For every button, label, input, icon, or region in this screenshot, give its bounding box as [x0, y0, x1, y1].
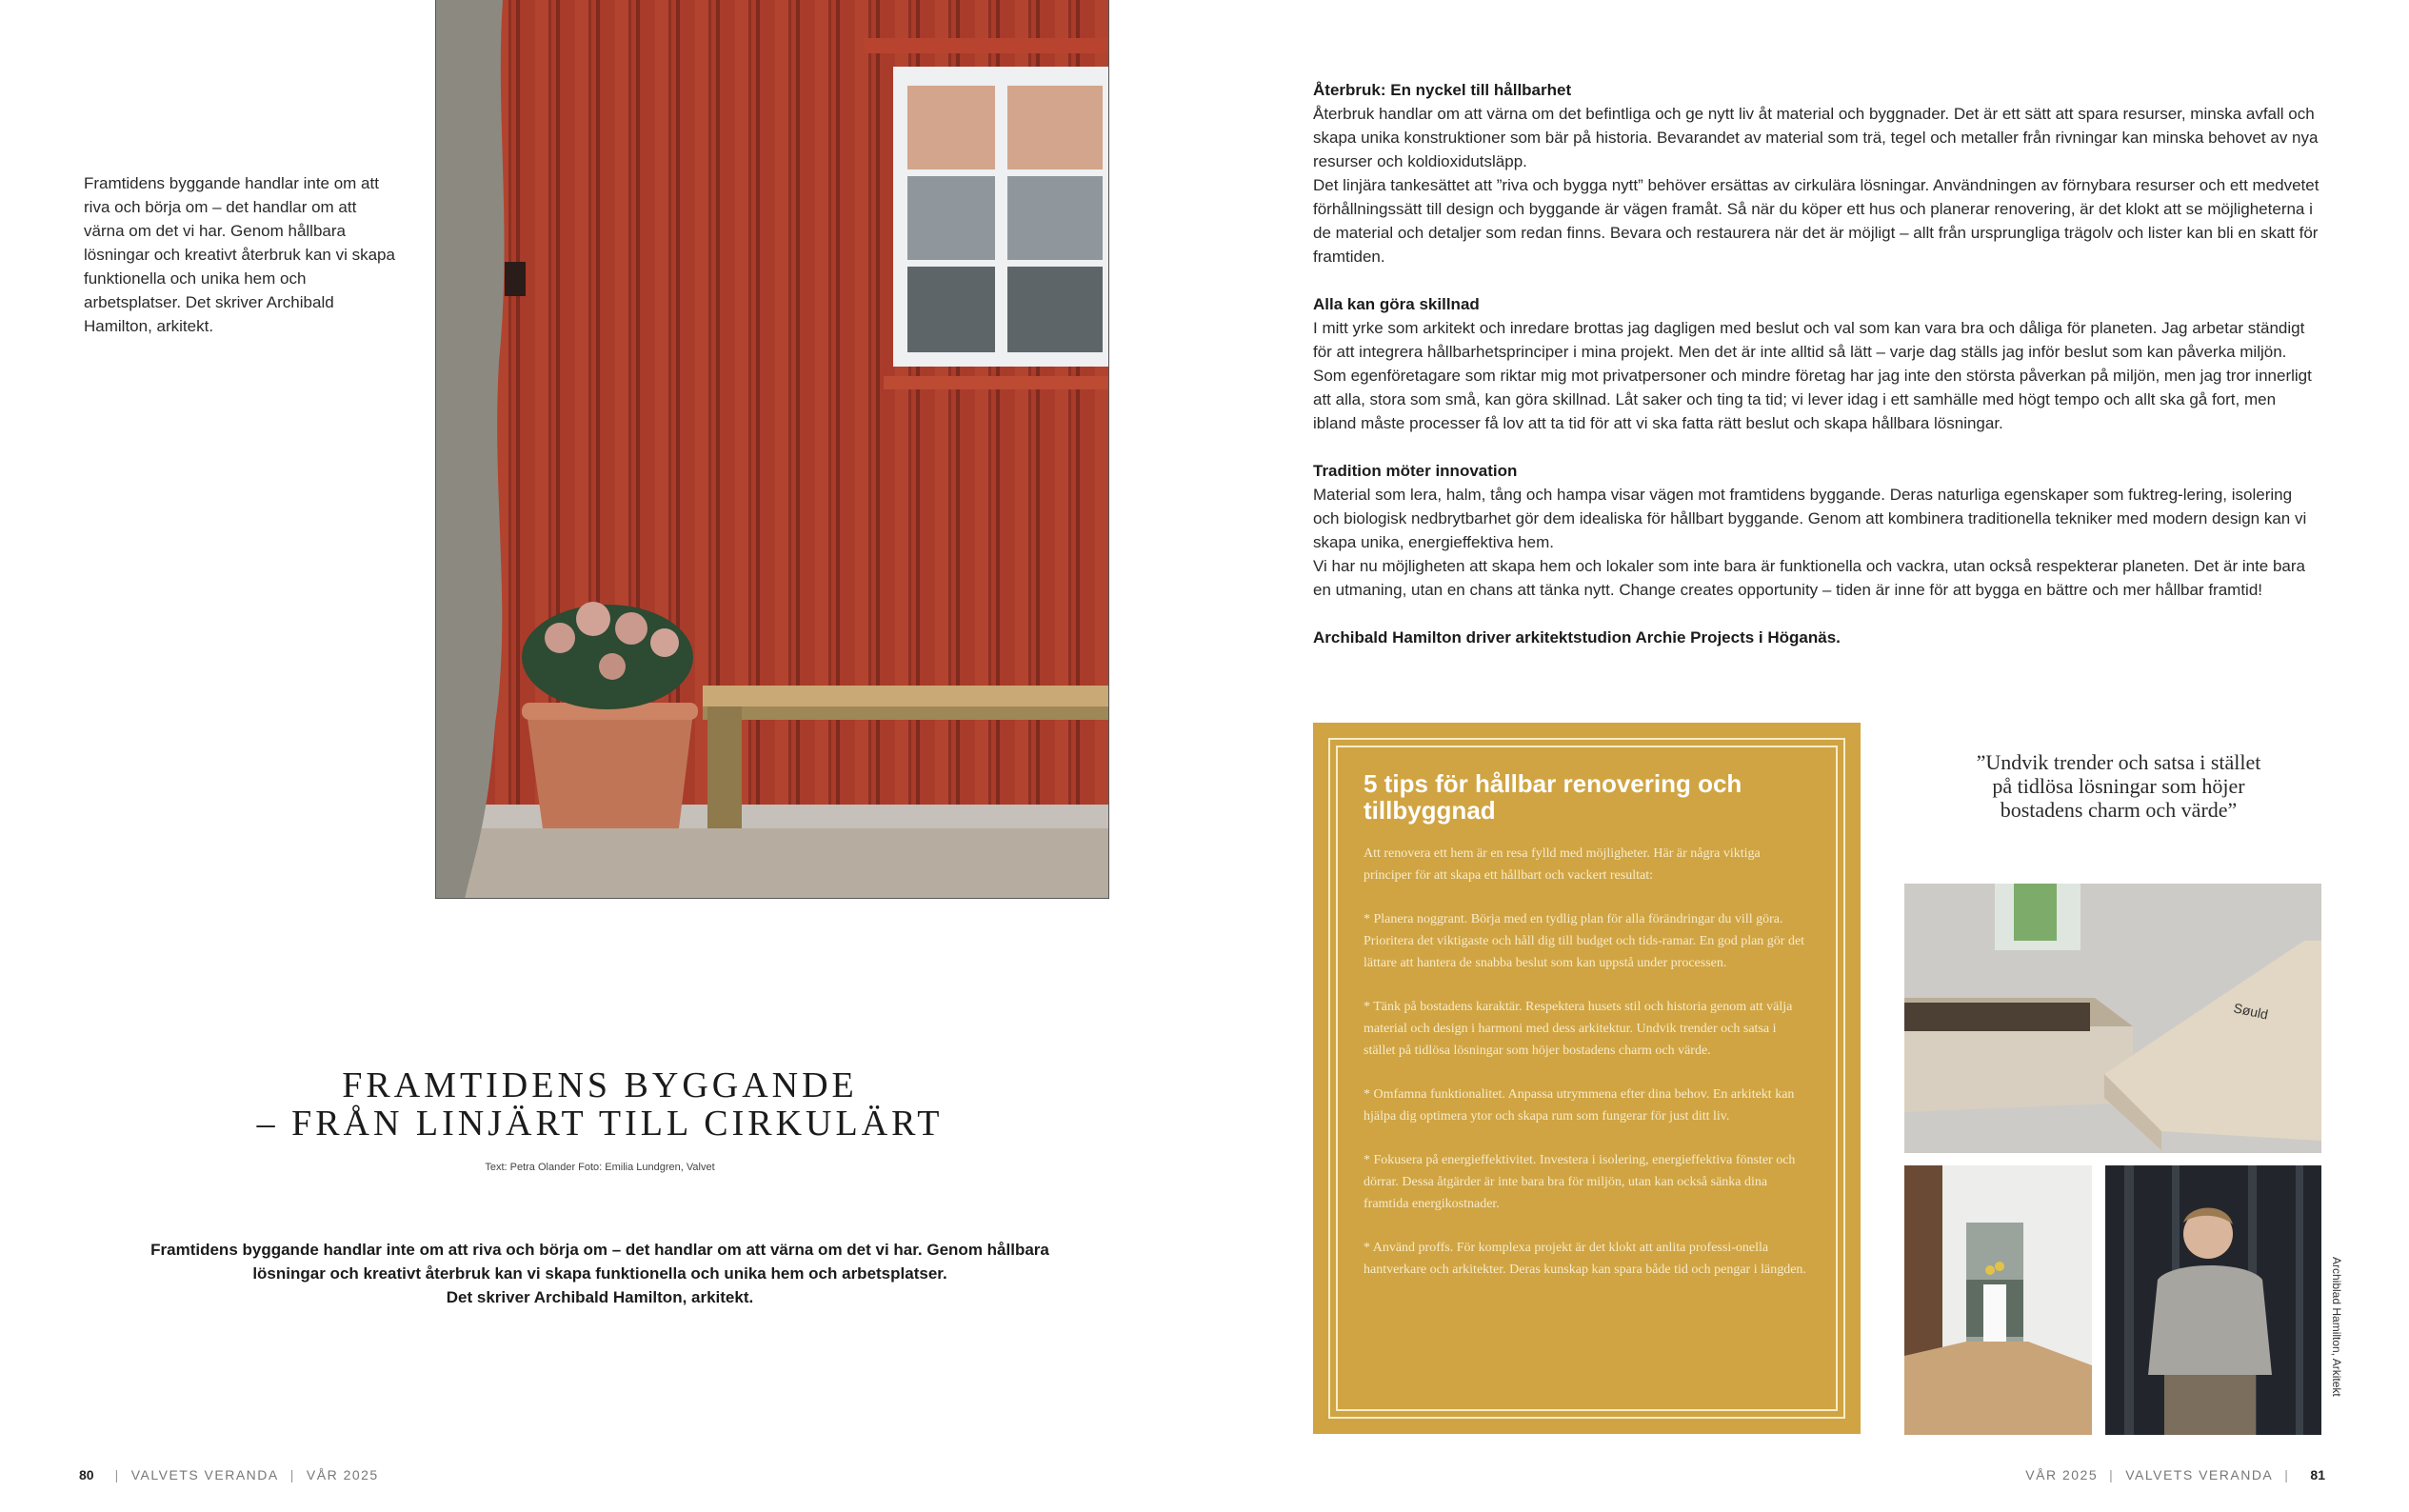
quote-line-1: ”Undvik trender och satsa i stället [1976, 750, 2261, 774]
lead-line-3: Det skriver Archibald Hamilton, arkitekt. [446, 1288, 754, 1306]
magazine-name-right: VALVETS VERANDA [2125, 1467, 2274, 1482]
byline: Text: Petra Olander Foto: Emilia Lundgren, Valvet [485, 1162, 715, 1173]
intro-sidebar-text: Framtidens byggande handlar inte om att riva och börja om – det handlar om att värna om det vi har. Genom hållbara lösningar och kreativt återbruk kan vi skapa funktionella och unika hem och arbetsplatser. Det skriver Archibald Hamilton, arkitekt. [84, 174, 395, 335]
photo-caption-vertical: Archiblad Hamilton, Arkitekt [2330, 1257, 2343, 1397]
section-alla-kan [1313, 292, 2322, 435]
magazine-name-left: VALVETS VERANDA [130, 1467, 279, 1482]
tip-item: * Fokusera på energieffektivitet. Investera i isolering, energieffektiva fönster och dörrar. Dessa åtgärder är inte bara bra för miljön, utan kan också sänka dina framtida energikostnader. [1364, 1153, 1796, 1211]
tips-box [1313, 723, 1861, 1434]
section-heading: Alla kan göra skillnad [1313, 295, 1480, 313]
tips-content [1364, 770, 1811, 1303]
paragraph: Återbruk handlar om att värna om det befintliga och ge nytt liv åt material och byggnader. Det är ett sätt att spara resurser, minska avfall och skapa unika konstruktioner som bär på historia. Bevarandet av material som trä, tegel och metaller från rivningar kan minska behovet av nya resurser och koldioxidutsläpp. [1313, 105, 2319, 170]
pull-quote [1914, 750, 2323, 822]
author-signoff: Archibald Hamilton driver arkitektstudion Archie Projects i Höganäs. [1313, 628, 1841, 647]
headline-line-1: FRAMTIDENS BYGGANDE [342, 1065, 858, 1105]
red-house-photo [435, 0, 1109, 899]
paragraph: I mitt yrke som arkitekt och inredare brottas jag dagligen med beslut och val som kan vara bra och dåliga för planeten. Jag arbetar ständigt för att integrera hållbarhetsprinciper i mina projekt. Men det är inte alltid så lätt – varje dag ställs jag inför beslut som kan påverka miljön. Som egenföretagare som riktar mig mot privatpersoner och mindre företag har jag inte den största påverkan på miljön, men jag tror innerligt att alla, stora som små, kan göra skillnad. Låt saker och ting ta tid; vi lever idag i ett samhälle med högt tempo och allt ska gå fort, men ibland måste processer få lov att ta tid för att vi ska fatta rätt beslut och skapa hållbara lösningar. [1313, 319, 2312, 432]
issue-left: VÅR 2025 [306, 1467, 379, 1482]
box-brand-label: Søuld [2232, 1000, 2270, 1023]
paragraph: Material som lera, halm, tång och hampa visar vägen mot framtidens byggande. Deras naturliga egenskaper som fuktreg-lering, isolering och biologisk nedbrytbarhet gör dem idealiska för hållbart byggande. Genom att kombinera traditionella tekniker med modern design kan vi skapa unika, energieffektiva hem. [1313, 486, 2307, 551]
box-illustration [1904, 884, 2321, 1153]
quote-line-2: på tidlösa lösningar som höjer [1992, 774, 2245, 798]
tip-item: * Använd proffs. För komplexa projekt är det klokt att anlita professi-onella hantverkare och arkitekter. Deras kunskap kan spara både tid och pengar i längden. [1364, 1241, 1806, 1277]
lead-line-1: Framtidens byggande handlar inte om att riva och börja om – det handlar om att värna om det vi har. Genom hållbara [150, 1241, 1049, 1259]
folio-left: 80 | VALVETS VERANDA | VÅR 2025 [79, 1467, 379, 1482]
article-headline [143, 1066, 1057, 1143]
paragraph: Det linjära tankesättet att ”riva och bygga nytt” behöver ersättas av cirkulära lösningar. Användningen av förnybara resurser och ett medvetet förhållningssätt till design och byggande är vägen framåt. Så när du köper ett hus och planerar renovering, är det klokt att se möjligheterna i de material och detaljer som redan finns. Bevara och restaurera när det är möjligt – allt från ursprungliga trägolv och lister kan bli en skatt för framtiden. [1313, 176, 2319, 266]
hallway-illustration [1904, 1165, 2092, 1435]
architect-portrait-photo [2105, 1165, 2321, 1435]
lead-paragraph [105, 1238, 1095, 1309]
issue-right: VÅR 2025 [2025, 1467, 2099, 1482]
product-box-photo [1904, 884, 2321, 1153]
tips-intro: Att renovera ett hem är en resa fylld med möjligheter. Här är några viktiga principer för att skapa ett hållbart och vackert resultat: [1364, 846, 1761, 883]
section-tradition [1313, 459, 2322, 602]
tips-title: 5 tips för hållbar renovering och tillbyggnad [1364, 769, 1742, 825]
section-heading: Återbruk: En nyckel till hållbarhet [1313, 81, 1572, 99]
tip-item: * Omfamna funktionalitet. Anpassa utrymmena efter dina behov. En arkitekt kan hjälpa dig optimera ytor och skapa rum som fungerar för just ditt liv. [1364, 1087, 1795, 1124]
tip-item: * Tänk på bostadens karaktär. Respektera husets stil och historia genom att välja material och design i harmoni med dess arkitektur. Undvik trender och satsa i stället på tidlösa lösningar som höjer bostadens charm och värde. [1364, 1000, 1793, 1058]
page-number-left: 80 [79, 1467, 94, 1482]
headline-line-2: – FRÅN LINJÄRT TILL CIRKULÄRT [256, 1104, 944, 1144]
section-heading: Tradition möter innovation [1313, 462, 1518, 480]
hallway-photo [1904, 1165, 2092, 1435]
red-house-illustration [436, 0, 1109, 899]
paragraph: Vi har nu möjligheten att skapa hem och lokaler som inte bara är funktionella och vackra, utan också respekterar planeten. Det är inte bara en utmaning, utan en chans att tänka nytt. Change creates opportunity – tiden är inne för att bygga en bättre och mer hållbar framtid! [1313, 557, 2305, 599]
tip-item: * Planera noggrant. Börja med en tydlig plan för alla förändringar du vill göra. Prioritera det viktigaste och håll dig till budget och tids-ramar. En god plan gör det lättare att hantera de snabba beslut som kan uppstå under processen. [1364, 912, 1805, 970]
quote-line-3: bostadens charm och värde” [2000, 798, 2238, 822]
page-number-right: 81 [2310, 1467, 2325, 1482]
lead-line-2: lösningar och kreativt återbruk kan vi skapa funktionella och unika hem och arbetsplatser. [252, 1264, 947, 1283]
portrait-illustration [2105, 1165, 2321, 1435]
folio-right: VÅR 2025 | VALVETS VERANDA | 81 [2025, 1467, 2325, 1482]
section-aterbruk [1313, 78, 2322, 269]
article-body [1313, 78, 2322, 649]
